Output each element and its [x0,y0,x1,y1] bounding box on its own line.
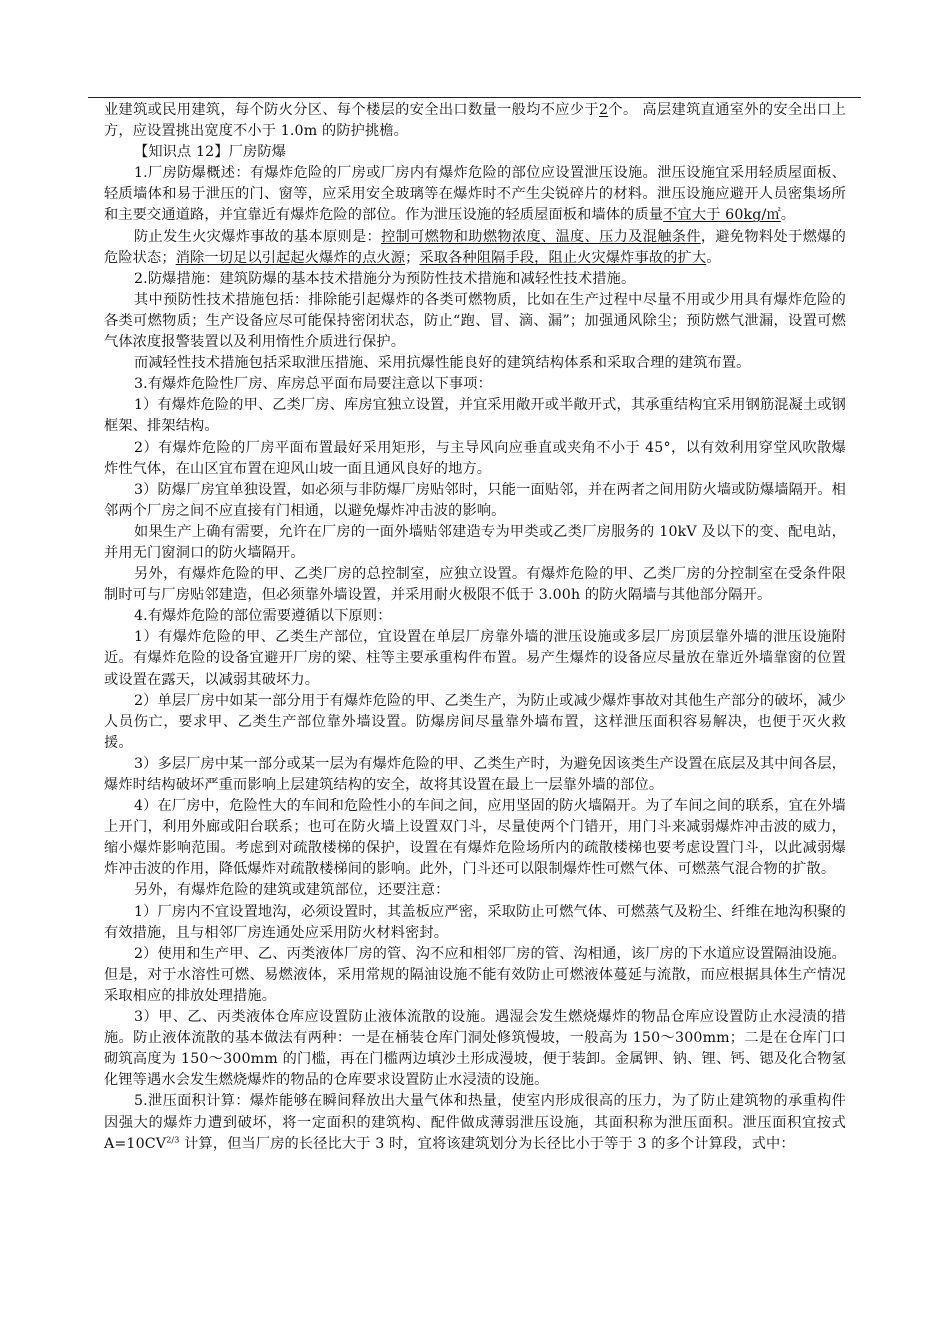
paragraph: 2）有爆炸危险的厂房平面布置最好采用矩形，与主导风向应垂直或夹角不小于 45°，以有效利用穿堂风吹散爆炸性气体，在山区宜布置在迎风山坡一面且通风良好的地方。 [104,439,846,477]
paragraph: 3）甲、乙、丙类液体仓库应设置防止液体流散的设施。遇湿会发生燃烧爆炸的物品仓库应设置防止水浸渍的措施。防止液体流散的基本做法有两种：一是在桶装仓库门洞处修筑慢坡，一般高为 150～300mm；二是在仓库门口砌筑高度为 150～300mm 的门槛，再在门槛两边填沙土形成漫坡，便于装卸。金属钾、钠、锂、钙、锶及化合物氢化锂等遇水会发生燃烧爆炸的物品的仓库要求设置防止水浸渍的设施。 [104,1009,846,1089]
paragraph: 其中预防性技术措施包括：排除能引起爆炸的各类可燃物质，比如在生产过程中尽量不用或少用具有爆炸危险的各类可燃物质；生产设备应尽可能保持密闭状态，防止“跑、冒、滴、漏”；加强通风除尘；预防燃气泄漏，设置可燃气体浓度报警装置以及利用惰性介质进行保护。 [104,291,846,351]
text-run: 。 [706,249,721,266]
paragraph: 1）有爆炸危险的甲、乙类生产部位，宜设置在单层厂房靠外墙的泄压设施或多层厂房顶层靠外墙的泄压设施附近。有爆炸危险的设备宜避开厂房的梁、柱等主要承重构件布置。易产生爆炸的设备应尽量放在靠近外墙靠窗的位置或设置在露天，以减弱其破坏力。 [104,629,846,688]
underlined-answer: 消除一切足以引起起火爆炸的点火源 [175,249,406,266]
paragraph: 1）厂房内不宜设置地沟，必须设置时，其盖板应严密，采取防止可燃气体、可燃蒸气及粉尘、纤维在地沟积聚的有效措施，且与相邻厂房连通处应采用防火材料密封。 [104,903,846,941]
paragraph: 2.防爆措施：建筑防爆的基本技术措施分为预防性技术措施和减轻性技术措施。 [134,270,636,287]
text-run: 1.厂房防爆概述：有爆炸危险的厂房或厂房内有爆炸危险的部位应设置泄压设施。泄压设施宜采用轻质屋面板、轻质墙体和易于泄压的门、窗等，应采用安全玻璃等在爆炸时不产生尖锐碎片的材料。泄压设施应避开人员密集场所和主要交通道路，并宜靠近有爆炸危险的部位。作为泄压设施的轻质屋面板和墙体的质量 [104,165,846,224]
paragraph: 3）防爆厂房宜单独设置，如必须与非防爆厂房贴邻时，只能一面贴邻，并在两者之间用防火墙或防爆墙隔开。相邻两个厂房之间不应直接有门相通，以避免爆炸冲击波的影响。 [104,481,846,519]
paragraph: 3.有爆炸危险性厂房、库房总平面布局要注意以下事项： [134,376,492,393]
paragraph: 3）多层厂房中某一部分或某一层为有爆炸危险的甲、乙类生产时，为避免因该类生产设置在底层及其中间各层，爆炸时结构破坏严重而影响上层建筑结构的安全，故将其设置在最上一层靠外墙的部位。 [104,755,846,793]
text-run: 防止发生火灾爆炸事故的基本原则是： [134,228,382,245]
text-run: 业建筑或民用建筑，每个防火分区、每个楼层的安全出口数量一般均不应少于 [104,102,599,118]
document-body [104,100,846,1155]
paragraph-relief-area [104,1091,846,1154]
text-run: 。 [780,207,796,224]
section-heading: 【知识点 12】厂房防爆 [134,144,287,161]
paragraph-overview [104,163,846,226]
paragraph: 2）使用和生产甲、乙、丙类液体厂房的管、沟不应和相邻厂房的管、沟相通，该厂房的下水道应设置隔油设施。但是，对于水溶性可燃、易燃液体，采用常规的隔油设施不能有效防止可燃液体蔓延与流散，而应根据具体生产情况采取相应的排放处理措施。 [104,945,846,1004]
paragraph: 而减轻性技术措施包括采取泄压措施、采用抗爆性能良好的建筑结构体系和采取合理的建筑布置。 [134,355,751,372]
text-run: 计算，但当厂房的长径比大于 3 时，宜将该建筑划分为长径比小于等于 3 的多个计算段，式中： [179,1135,795,1152]
underlined-answer: 控制可燃物和助燃物浓度、温度、压力及混触条件 [381,228,701,245]
paragraph-exits [104,100,846,142]
underlined-answer: 不宜大于 60kg/㎡ [663,207,781,224]
paragraph: 另外，有爆炸危险的甲、乙类厂房的总控制室，应独立设置。有爆炸危险的甲、乙类厂房的分控制室在受条件限制时可与厂房贴邻建造，但必须靠外墙设置，并采用耐火极限不低于 3.00h 的防火隔墙与其他部分隔开。 [104,566,846,604]
text-run: ，避免物料处于燃爆的危险状态； [104,228,846,266]
paragraph: 4）在厂房中，危险性大的车间和危险性小的车间之间，应用坚固的防火墙隔开。为了车间之间的联系，宜在外墙上开门，利用外廊或阳台联系；也可在防火墙上设置双门斗，尽量使两个门错开，用门斗来减弱爆炸冲击波的威力，缩小爆炸影响范围。考虑到对疏散楼梯的保护，设置在有爆炸危险场所内的疏散楼梯也要考虑设置门斗，以此减弱爆炸冲击波的作用，降低爆炸对疏散楼梯间的影响。此外，门斗还可以限制爆炸性可燃气体、可燃蒸气混合物的扩散。 [104,798,846,878]
paragraph: 4.有爆炸危险的部位需要遵循以下原则： [134,608,392,625]
underlined-answer: 采取各种阻隔手段，阻止火灾爆炸事故的扩大 [419,249,707,266]
underlined-answer: 2 [599,102,609,118]
text-run: 5.泄压面积计算：爆炸能够在瞬间释放出大量气体和热量，使室内形成很高的压力，为了防止建筑物的承重构件因强大的爆炸力遭到破坏，将一定面积的建筑构、配件做成薄弱泄压设施，其面积称为泄压面积。泄压面积宜按式 A=10CV [104,1093,846,1152]
header-rule [88,97,861,98]
text-run: ； [405,249,420,266]
formula-exponent: 2/3 [166,1134,180,1144]
paragraph: 如果生产上确有需要，允许在厂房的一面外墙贴邻建造专为甲类或乙类厂房服务的 10kV 及以下的变、配电站，并用无门窗洞口的防火墙隔开。 [104,523,846,561]
text-run: 个。 高层建筑直通室外的安全出口上方，应设置挑出宽度不小于 1.0m 的防护挑檐。 [104,102,847,140]
paragraph: 另外，有爆炸危险的建筑或建筑部位，还要注意： [134,882,450,899]
paragraph: 2）单层厂房中如某一部分用于有爆炸危险的甲、乙类生产，为防止或减少爆炸事故对其他生产部分的破坏，减少人员伤亡，要求甲、乙类生产部位靠外墙设置。防爆房间尽量靠外墙布置，这样泄压面积容易解决，也便于灭火救援。 [104,692,846,751]
paragraph-principles [104,227,846,269]
paragraph: 1）有爆炸危险的甲、乙类厂房、库房宜独立设置，并宜采用敞开或半敞开式，其承重结构宜采用钢筋混凝土或钢框架、排架结构。 [104,397,846,435]
